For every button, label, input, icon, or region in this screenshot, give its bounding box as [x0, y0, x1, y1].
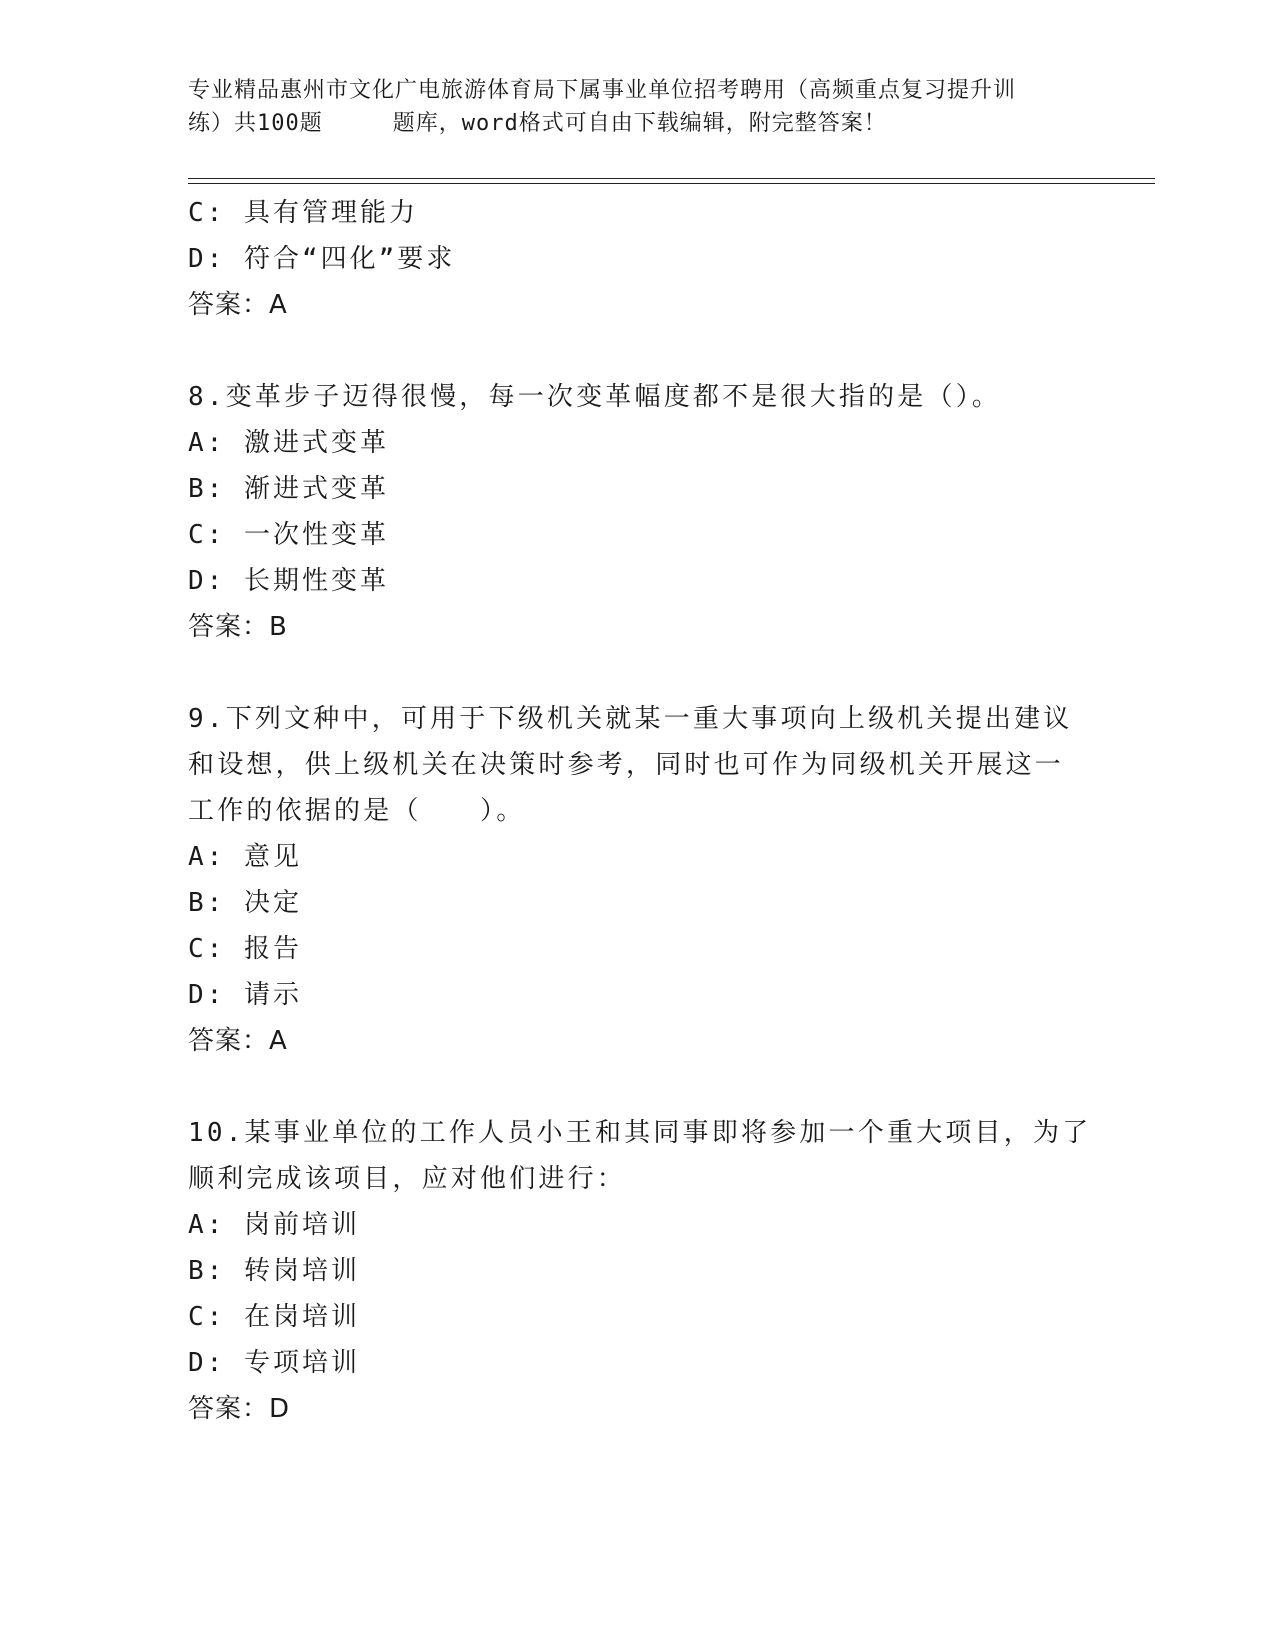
option-a: A: 岗前培训: [188, 1210, 360, 1240]
header-line-2-part-b: 题库，word格式可自由下载编辑，附完整答案！: [392, 111, 887, 136]
answer-line: 答案：A: [188, 1026, 288, 1056]
option-d: D: 符合“四化”要求: [188, 244, 456, 274]
answer-line: 答案：D: [188, 1394, 291, 1424]
header-line-1: 专业精品惠州市文化广电旅游体育局下属事业单位招考聘用（高频重点复习提升训: [188, 78, 1017, 103]
option-c: C: 在岗培训: [188, 1302, 360, 1332]
option-c: C: 报告: [188, 934, 302, 964]
option-b: B: 转岗培训: [188, 1256, 360, 1286]
question-7-tail: [188, 190, 1088, 328]
question-10: [188, 1110, 1092, 1432]
header-divider-top: [188, 178, 1155, 179]
option-a: A: 激进式变革: [188, 428, 389, 458]
document-header: [188, 74, 1088, 140]
header-divider-bottom: [188, 183, 1155, 184]
option-c: C: 一次性变革: [188, 520, 389, 550]
answer-line: 答案：B: [188, 612, 288, 642]
option-d: D: 专项培训: [188, 1348, 360, 1378]
option-d: D: 请示: [188, 980, 302, 1010]
option-a: A: 意见: [188, 842, 302, 872]
header-line-2-part-a: 练）共100题: [188, 111, 323, 136]
question-text: 10.某事业单位的工作人员小王和其同事即将参加一个重大项目，为了 顺利完成该项目，应对他们进行：: [188, 1118, 1092, 1194]
answer-line: 答案：A: [188, 290, 288, 320]
option-b: B: 决定: [188, 888, 302, 918]
question-content: [188, 190, 1092, 1432]
option-b: B: 渐进式变革: [188, 474, 389, 504]
header-line-2: [188, 107, 1088, 140]
question-text: 9.下列文种中，可用于下级机关就某一重大事项向上级机关提出建议 和设想，供上级机关在决策时参考，同时也可作为同级机关开展这一 工作的依据的是（ ）。: [188, 704, 1073, 826]
question-text: 8.变革步子迈得很慢，每一次变革幅度都不是很大指的是（）。: [188, 382, 1002, 412]
question-8: [188, 374, 1088, 650]
question-9: [188, 696, 1088, 1064]
option-d: D: 长期性变革: [188, 566, 389, 596]
option-c: C: 具有管理能力: [188, 198, 418, 228]
